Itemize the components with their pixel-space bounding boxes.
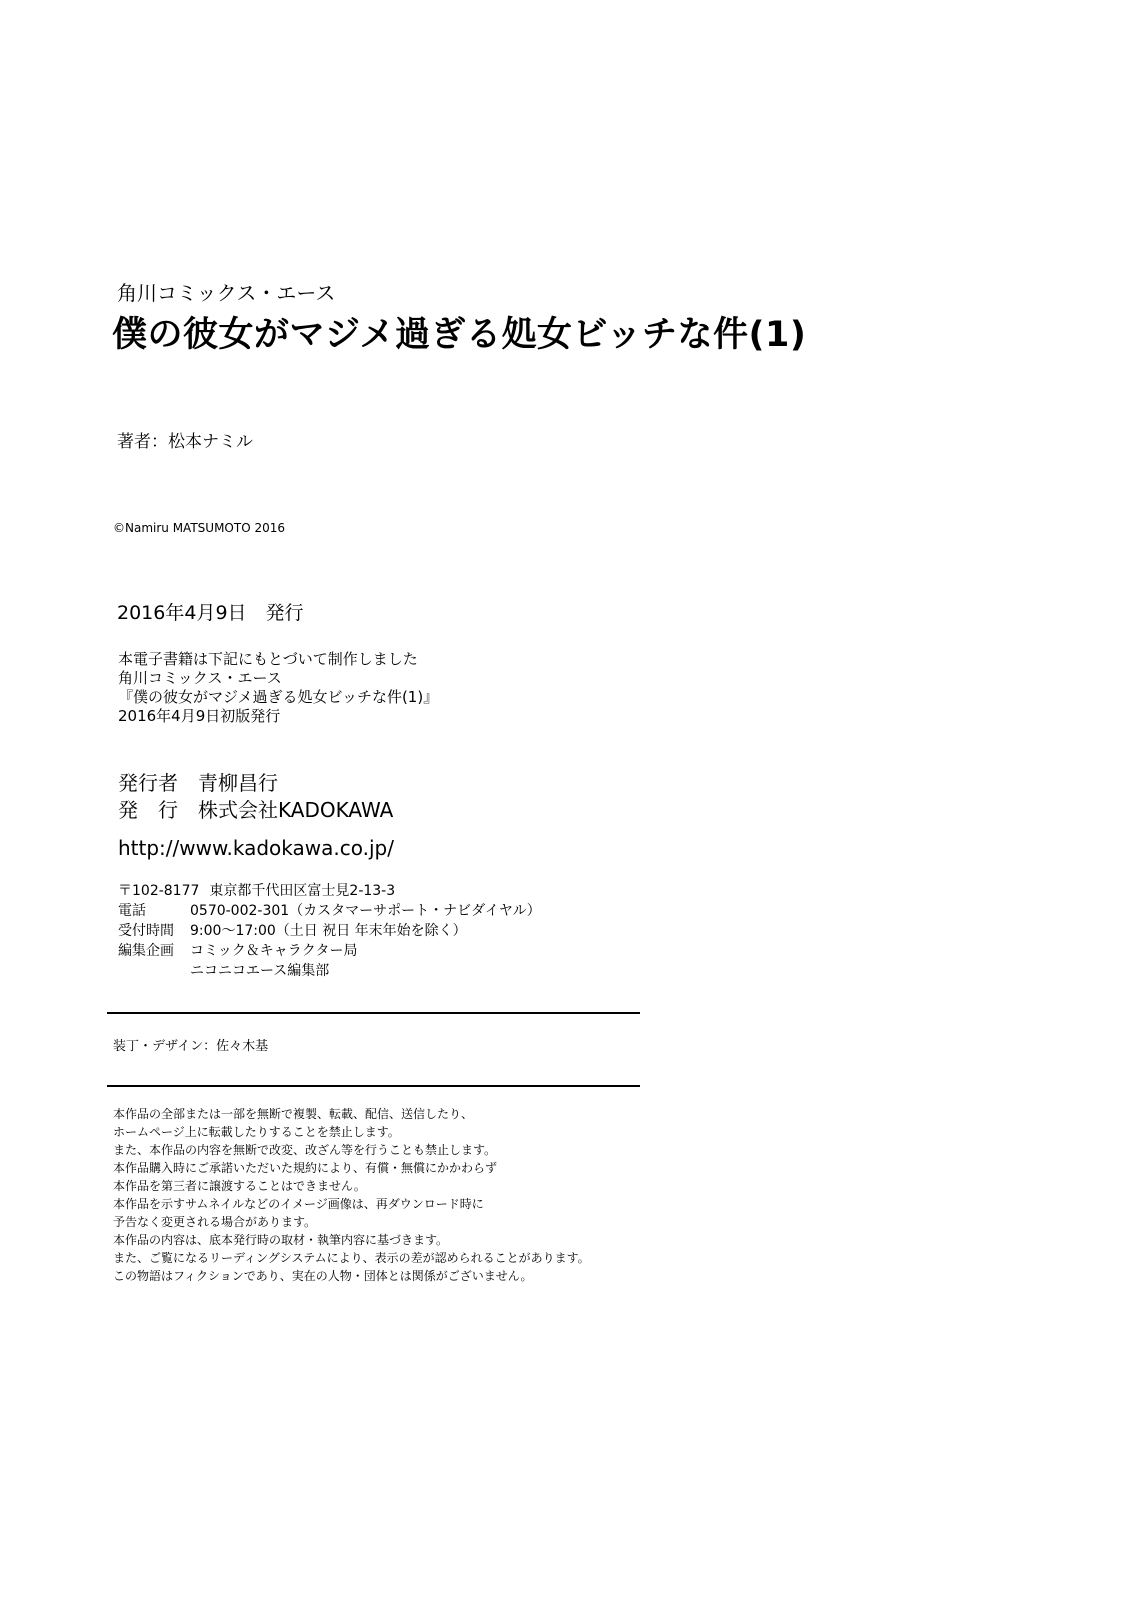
contact-row-hours xyxy=(118,921,541,941)
basis-line: 角川コミックス・エース xyxy=(118,669,282,687)
contact-row-editorial xyxy=(118,941,541,961)
contact-label: 〒102-8177 xyxy=(118,883,200,899)
basis-line: 本電子書籍は下記にもとづいて制作しました xyxy=(118,650,418,668)
notice-line: 本作品の全部または一部を無断で複製、転載、配信、送信したり、 xyxy=(113,1107,474,1121)
legal-notice xyxy=(113,1105,590,1285)
series-name: 角川コミックス・エース xyxy=(117,281,336,305)
divider-top xyxy=(107,1012,640,1014)
basis-line: 2016年4月9日初版発行 xyxy=(118,707,281,725)
notice-line: また、本作品の内容を無断で改変、改ざん等を行うことも禁止します。 xyxy=(113,1143,497,1157)
design-credit: 装丁・デザイン：佐々木基 xyxy=(113,1039,269,1054)
notice-line: 本作品を示すサムネイルなどのイメージ画像は、再ダウンロード時に xyxy=(113,1197,484,1211)
contact-row-phone xyxy=(118,901,541,921)
contact-label: 受付時間 xyxy=(118,923,174,939)
publication-date: 2016年4月9日 発行 xyxy=(117,602,304,624)
book-title: 僕の彼女がマジメ過ぎる処女ビッチな件(1) xyxy=(112,315,807,355)
contact-label xyxy=(118,961,190,981)
contact-value: ニコニコエース編集部 xyxy=(190,963,330,979)
publisher-person: 発行者 青柳昌行 xyxy=(118,771,278,795)
contact-block xyxy=(118,881,541,981)
contact-value: 9:00〜17:00（土日 祝日 年末年始を除く） xyxy=(190,923,467,939)
copyright-line: ©Namiru MATSUMOTO 2016 xyxy=(113,521,285,535)
contact-row-postal xyxy=(118,881,541,901)
notice-line: ホームページ上に転載したりすることを禁止します。 xyxy=(113,1125,400,1139)
ebook-basis-block xyxy=(118,650,438,726)
contact-label: 編集企画 xyxy=(118,943,174,959)
notice-line: この物語はフィクションであり、実在の人物・団体とは関係がございません。 xyxy=(113,1269,533,1283)
notice-line: また、ご覧になるリーディングシステムにより、表示の差が認められることがあります。 xyxy=(113,1251,590,1265)
notice-line: 本作品の内容は、底本発行時の取材・執筆内容に基づきます。 xyxy=(113,1233,449,1247)
contact-row-department xyxy=(118,961,541,981)
notice-line: 本作品を第三者に譲渡することはできません。 xyxy=(113,1179,366,1193)
divider-bottom xyxy=(107,1085,640,1087)
author-line: 著者：松本ナミル xyxy=(117,432,253,452)
publisher-block xyxy=(118,770,393,824)
basis-line: 『僕の彼女がマジメ過ぎる処女ビッチな件(1)』 xyxy=(118,688,439,706)
contact-value: コミック＆キャラクター局 xyxy=(190,943,358,959)
contact-value: 東京都千代田区富士見2-13-3 xyxy=(209,883,396,899)
publisher-company: 発 行 株式会社KADOKAWA xyxy=(118,798,394,822)
notice-line: 予告なく変更される場合があります。 xyxy=(113,1215,317,1229)
contact-value: 0570-002-301（カスタマーサポート・ナビダイヤル） xyxy=(190,903,541,919)
contact-label: 電話 xyxy=(118,903,146,919)
publisher-url: http://www.kadokawa.co.jp/ xyxy=(118,836,394,860)
notice-line: 本作品購入時にご承諾いただいた規約により、有償・無償にかかわらず xyxy=(113,1161,498,1175)
